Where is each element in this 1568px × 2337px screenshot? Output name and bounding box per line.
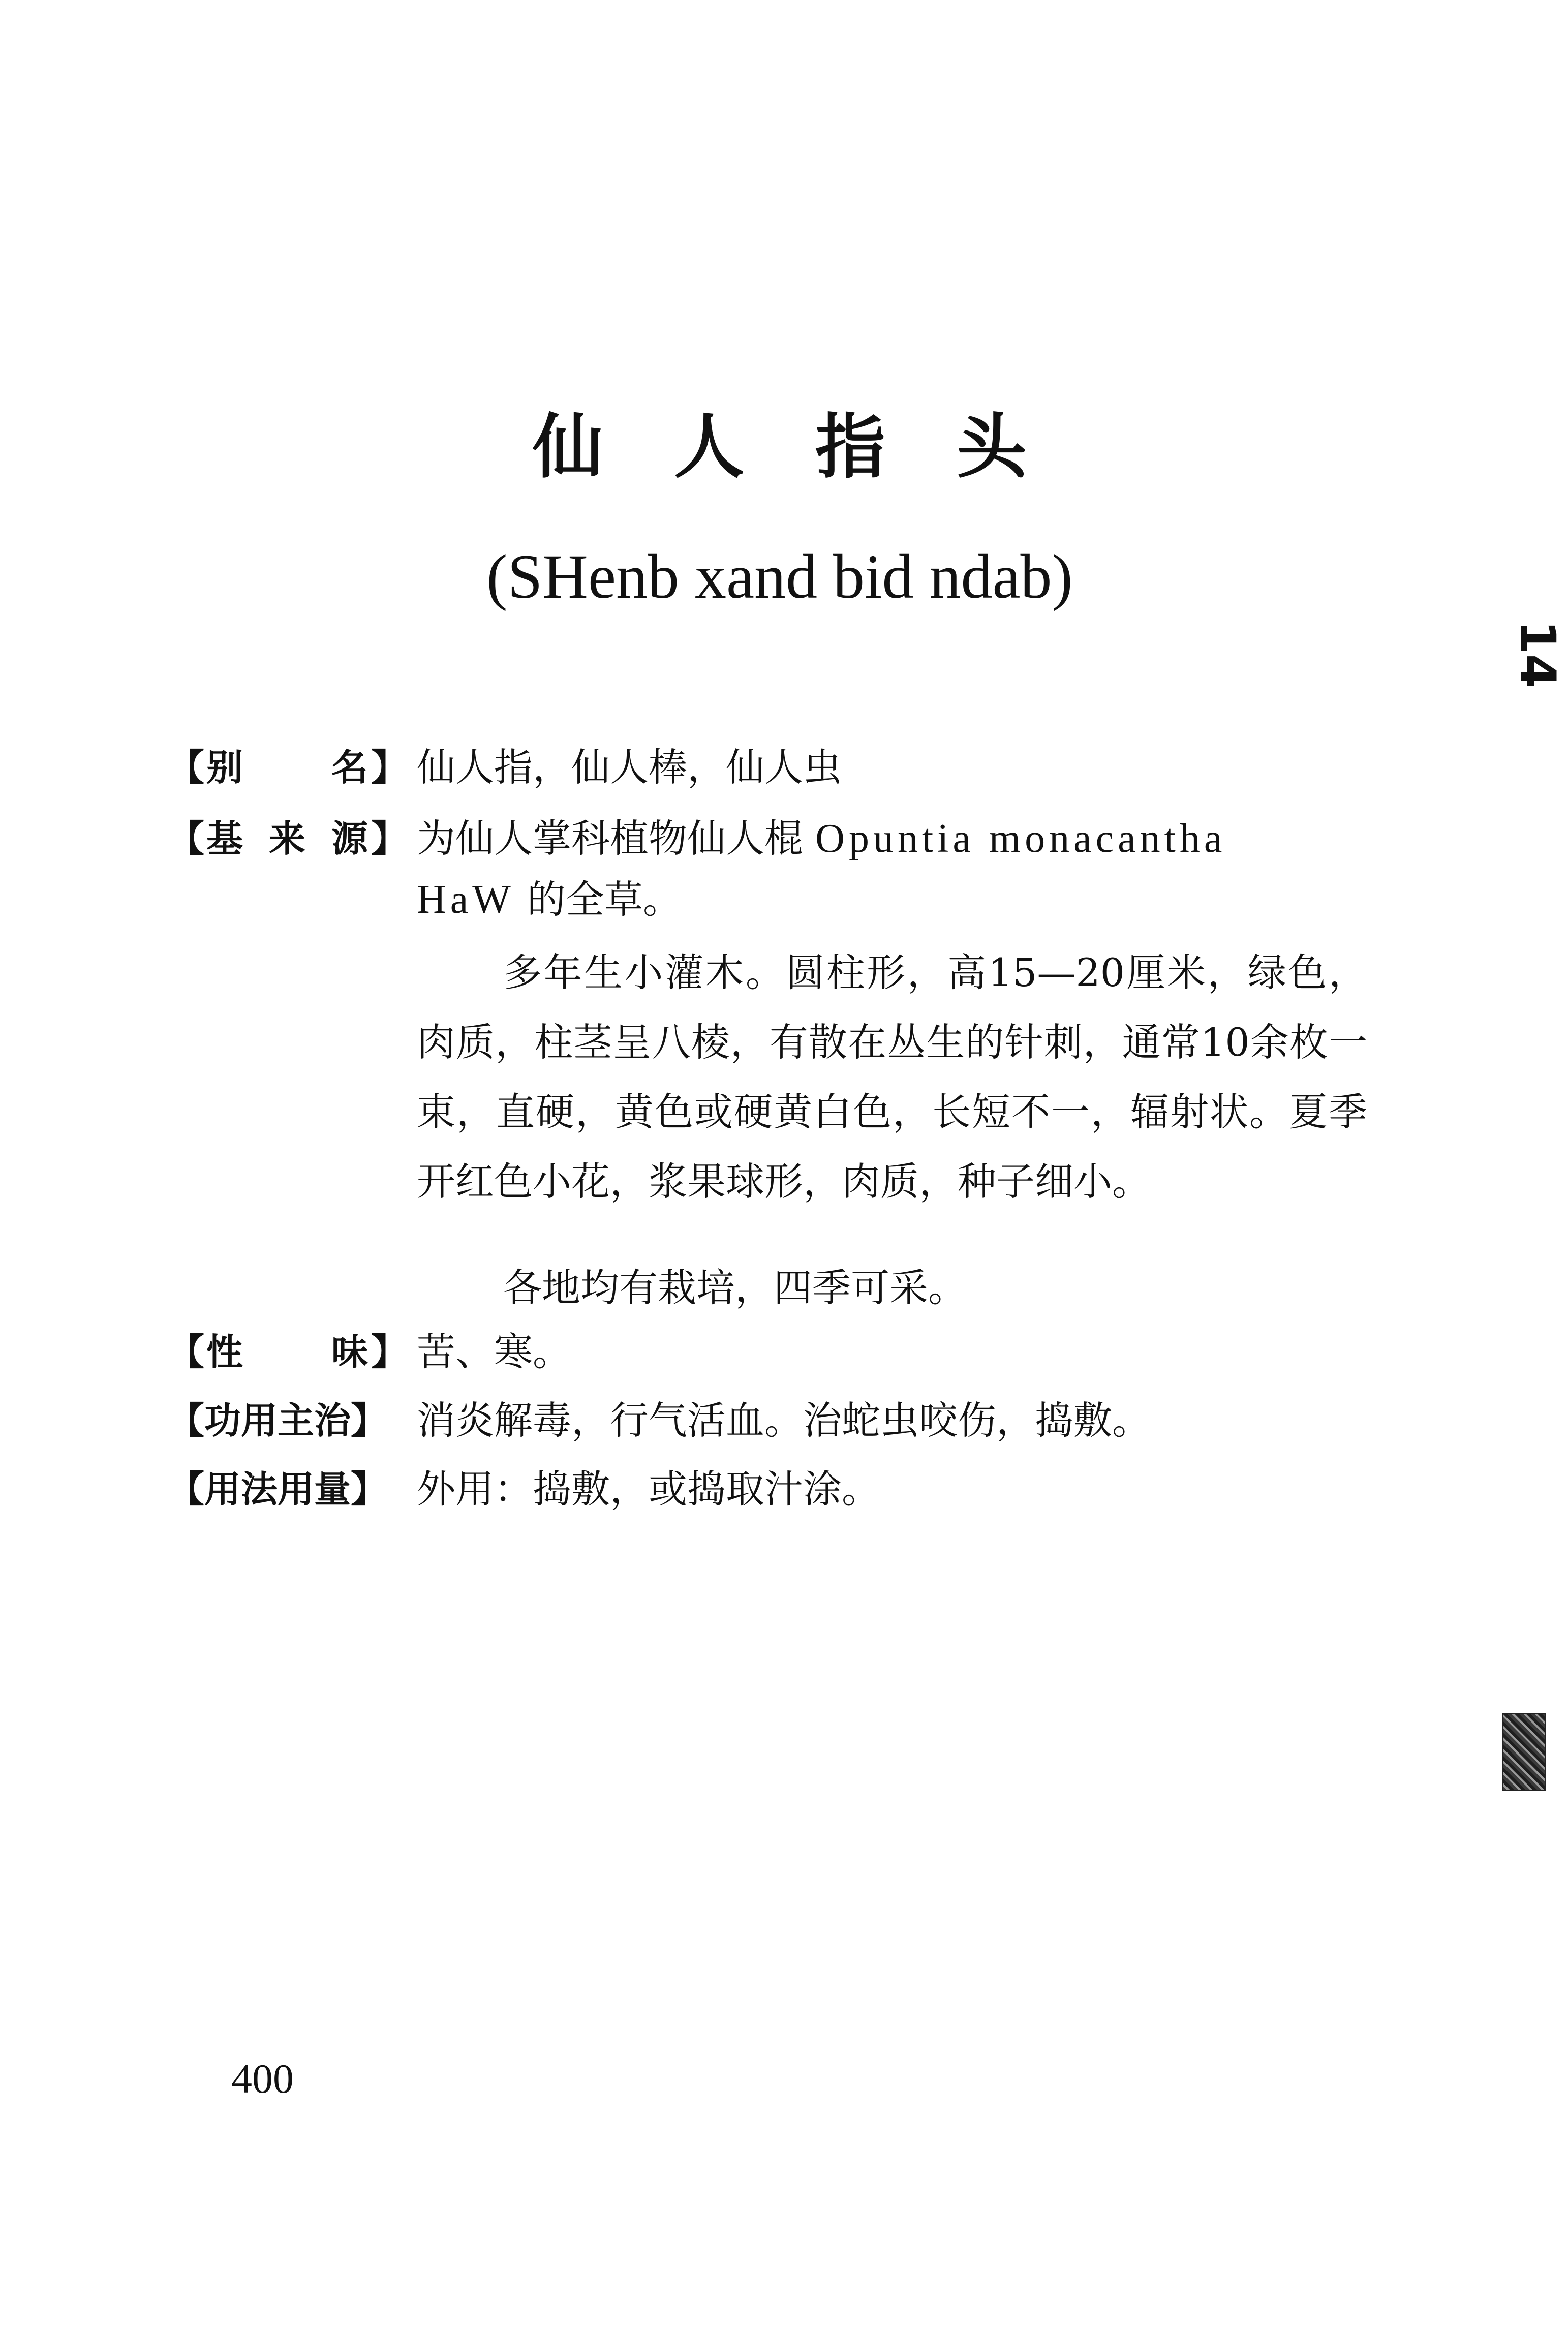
entry-function-label: 【功用主治】: [168, 1399, 388, 1442]
latin-species-name: Opuntia monacantha: [815, 816, 1226, 861]
entry-taste-value: 苦、寒。: [417, 1329, 571, 1374]
distribution-paragraph: 各地均有栽培，四季可采。: [503, 1265, 967, 1310]
entry-alias-value: 仙人指，仙人棒，仙人虫: [417, 745, 842, 790]
thumb-index-tab: [1502, 1713, 1546, 1791]
latin-author: HaW: [417, 877, 515, 922]
entry-source-value: 为仙人掌科植物仙人棍 Opuntia monacantha HaW 的全草。: [417, 816, 1226, 922]
entry-function-value: 消炎解毒，行气活血。治蛇虫咬伤，捣敷。: [417, 1398, 1151, 1443]
description-paragraph: 多年生小灌木。圆柱形，高15—20厘米，绿色，肉质，柱茎呈八棱，有散在丛生的针刺，通常10余枚一束，直硬，黄色或硬黄白色，长短不一，辐射状。夏季开红色小花，浆果球形，肉质，种子细小。: [417, 950, 1367, 1204]
entry-source-label: 【 基 来 源 】: [168, 817, 408, 860]
entry-usage-label: 【用法用量】: [168, 1468, 388, 1511]
entry-taste-label: 【 性 味 】: [168, 1331, 408, 1373]
page-subtitle: (SHenb xand bid ndab): [486, 542, 1073, 611]
entry-usage-value: 外用：捣敷，或捣取汁涂。: [417, 1466, 880, 1512]
section-side-number: 14: [1509, 620, 1566, 688]
entry-alias-label: 【 别 名 】: [168, 746, 408, 789]
page-title: 仙人指头: [533, 406, 1098, 488]
page-number: 400: [231, 2055, 294, 2102]
